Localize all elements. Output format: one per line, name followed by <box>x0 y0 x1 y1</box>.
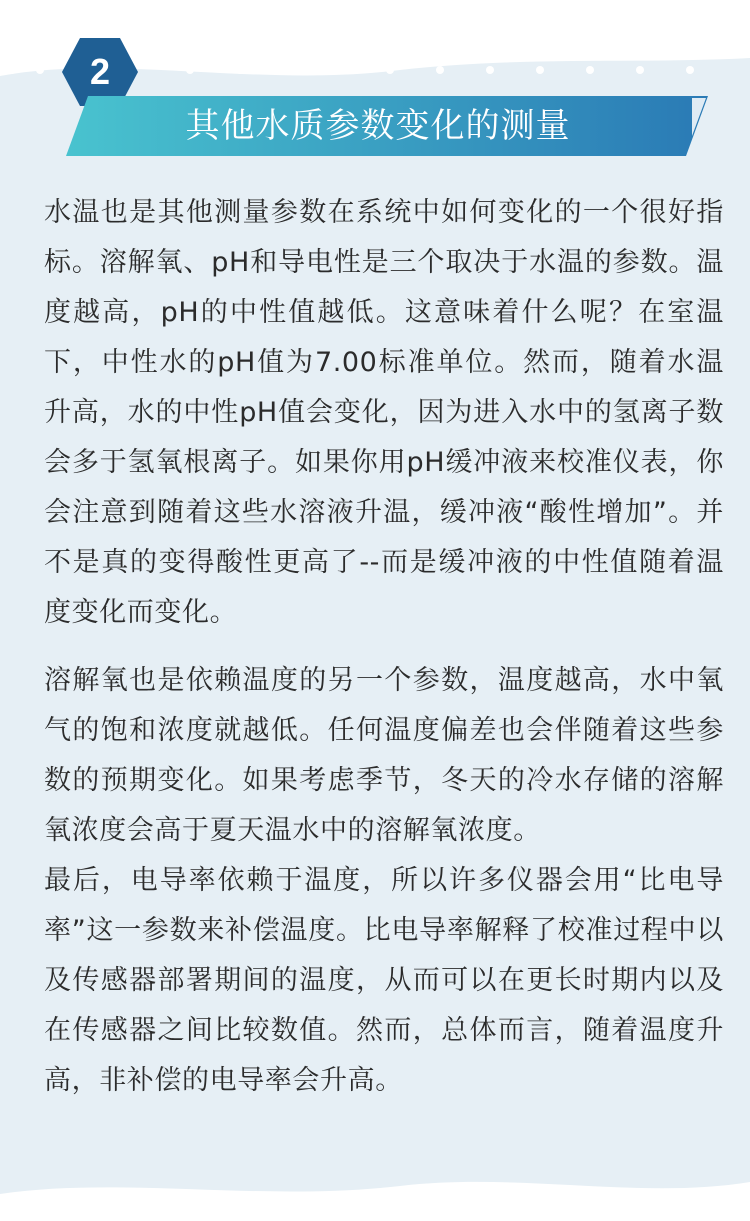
paragraph: 最后，电导率依赖于温度，所以许多仪器会用“比电导率”这一参数来补偿温度。比电导率解释了校准过程中以及传感器部署期间的温度，从而可以在更长时期内以及在传感器之间比较数值。然而，总体而言，随着温度升高，非补偿的电导率会升高。 <box>44 865 724 1096</box>
section-number: 2 <box>89 51 111 92</box>
section-title: 其他水质参数变化的测量 <box>185 106 571 146</box>
paragraph: 水温也是其他测量参数在系统中如何变化的一个很好指标。溶解氧、pH和导电性是三个取决于水温的参数。温度越高，pH的中性值越低。这意味着什么呢？在室温下，中性水的pH值为7.00标准单位。然而，随着水温升高，水的中性pH值会变化，因为进入水中的氢离子数会多于氢氧根离子。如果你用pH缓冲液来校准仪表，你会注意到随着这些水溶液升温，缓冲液“酸性增加”。并不是真的变得酸性更高了--而是缓冲液的中性值随着温度变化而变化。 <box>44 197 724 628</box>
paragraph: 溶解氧也是依赖温度的另一个参数，温度越高，水中氧气的饱和浓度就越低。任何温度偏差也会伴随着这些参数的预期变化。如果考虑季节，冬天的冷水存储的溶解氧浓度会高于夏天温水中的溶解氧浓度。 <box>44 665 724 846</box>
article-body <box>44 188 724 1106</box>
